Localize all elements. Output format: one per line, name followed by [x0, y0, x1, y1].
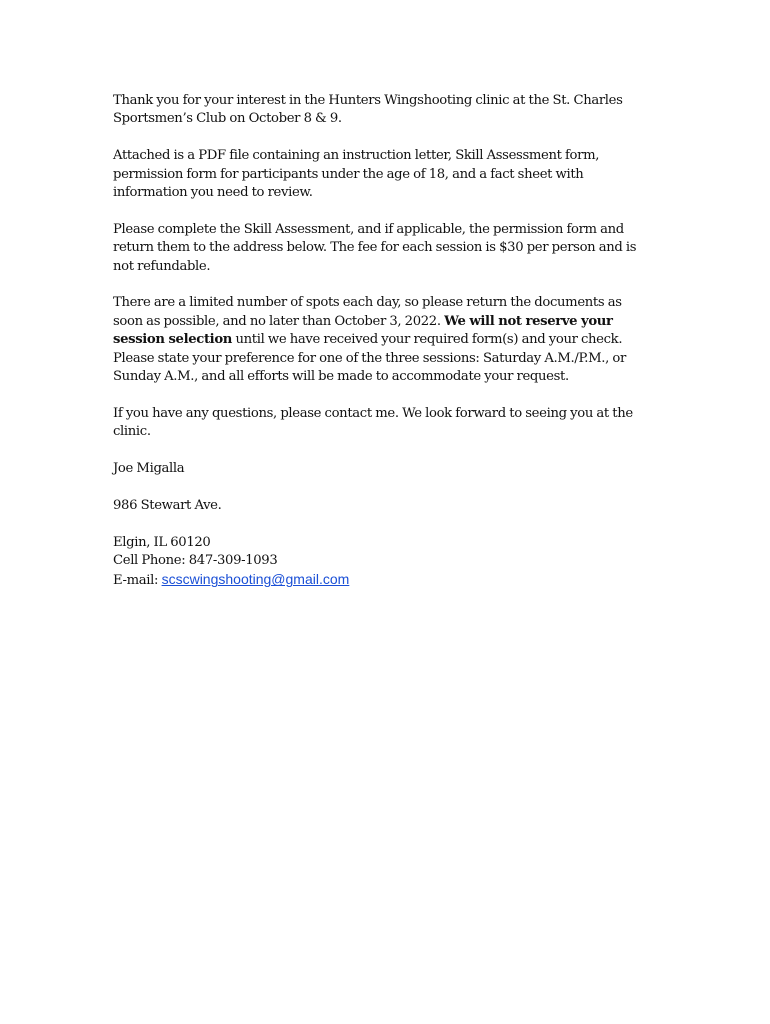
- text-line: return them to the address below. The fee for each session is $30 per person and is: [113, 240, 637, 256]
- closing-paragraph: [113, 405, 658, 442]
- text-line: Sportsmen’s Club on October 8 & 9.: [113, 111, 342, 127]
- text-line: Sunday A.M., and all efforts will be made to accommodate your request.: [113, 369, 569, 385]
- text-line: Thank you for your interest in the Hunters Wingshooting clinic at the St. Charles: [113, 93, 623, 108]
- text-line: permission form for participants under the age of 18, and a fact sheet with: [113, 166, 584, 182]
- instructions-paragraph: [113, 221, 658, 276]
- text-line: [113, 313, 658, 331]
- deadline-text: soon as possible, and no later than October 3, 2022.: [113, 313, 445, 329]
- email-label: E-mail:: [113, 573, 162, 589]
- text-line: Please complete the Skill Assessment, and if applicable, the permission form and: [113, 221, 624, 237]
- deadline-paragraph: [113, 294, 658, 386]
- city-state-zip: Elgin, IL 60120: [113, 534, 211, 550]
- text-line: Attached is a PDF file containing an instruction letter, Skill Assessment form,: [113, 148, 600, 164]
- text-line: There are a limited number of spots each day, so please return the documents as: [113, 295, 622, 311]
- text-line: information you need to review.: [113, 185, 313, 201]
- intro-paragraph: [113, 92, 658, 129]
- text-line: If you have any questions, please contact me. We look forward to seeing you at the: [113, 405, 633, 421]
- reservation-warning-bold: session selection: [113, 332, 233, 348]
- reservation-warning-bold: We will not reserve your: [444, 313, 613, 329]
- letter-body: [113, 92, 658, 609]
- signature-name: [113, 460, 658, 478]
- text-line: not refundable.: [113, 258, 211, 274]
- text-line: clinic.: [113, 424, 151, 440]
- signature-street: [113, 497, 658, 515]
- email-line: [113, 570, 658, 590]
- cell-phone: Cell Phone: 847-309-1093: [113, 553, 278, 569]
- sender-name: Joe Migalla: [113, 461, 185, 477]
- text-line: Please state your preference for one of the three sessions: Saturday A.M./P.M., or: [113, 350, 626, 366]
- requirement-text: until we have received your required form(s) and your check.: [232, 332, 623, 348]
- street-address: 986 Stewart Ave.: [113, 497, 222, 513]
- signature-contact: [113, 534, 658, 591]
- attachments-paragraph: [113, 147, 658, 202]
- text-line: [113, 331, 658, 349]
- email-link[interactable]: scscwingshooting@gmail.com: [161, 571, 350, 588]
